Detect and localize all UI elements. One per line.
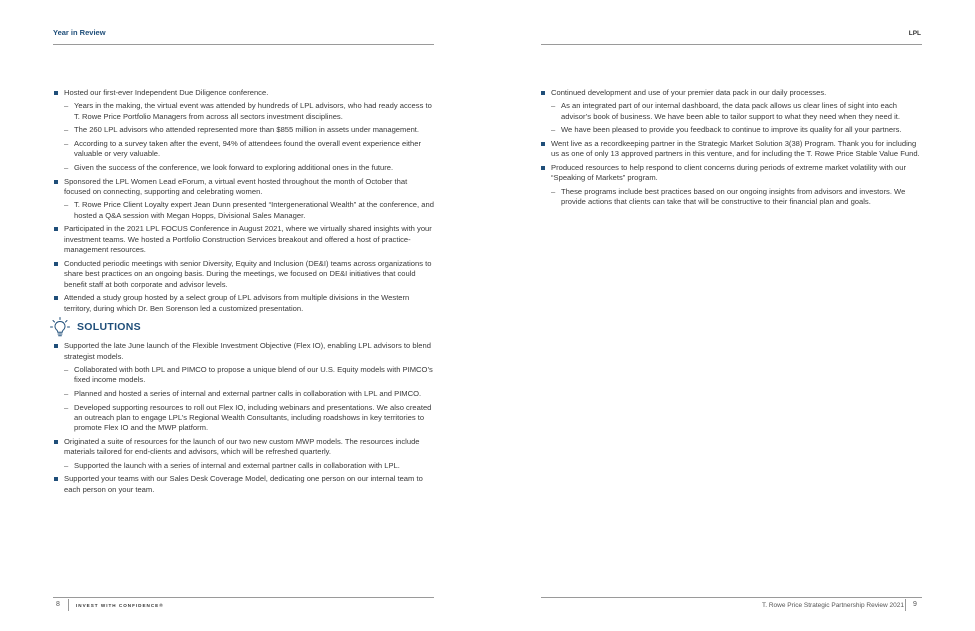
- bullet-text: Hosted our first-ever Independent Due Diligence conference.: [64, 88, 269, 97]
- page-number: 9: [913, 601, 917, 608]
- list-item: Supported your teams with our Sales Desk Coverage Model, dedicating one person on our internal team to each person on your team.: [54, 474, 434, 495]
- footer-divider: [905, 599, 906, 611]
- list-item: Conducted periodic meetings with senior Diversity, Equity and Inclusion (DE&I) teams across organizations to share best practices on an ongoing basis. During the meetings, we focused on DE&I initiatives that could benefit staff at both corporate and advisor levels.: [54, 259, 434, 290]
- solutions-heading: [54, 317, 434, 337]
- list-item: [54, 88, 434, 173]
- list-item: [54, 437, 434, 471]
- sub-item: – Years in the making, the virtual event was attended by hundreds of LPL advisors, who had ready access to T. Rowe Price Portfolio Managers from across all sectors investment disciplines.: [64, 101, 434, 122]
- sub-item: – According to a survey taken after the event, 94% of attendees found the overall event experience either valuable or very valuable.: [64, 139, 434, 160]
- sub-item: – The 260 LPL advisors who attended represented more than $855 million in assets under management.: [64, 125, 434, 135]
- right-list: [541, 88, 921, 208]
- sub-item: – Developed supporting resources to roll out Flex IO, including webinars and presentations. We also created an outreach plan to engage LPL’s Regional Wealth Consultants, including roadshows in key territories to promote Flex IO and the MWP platform.: [64, 403, 434, 434]
- page-number: 8: [56, 601, 60, 608]
- left-page: [0, 0, 487, 631]
- solutions-list: [54, 341, 434, 495]
- sub-item: – As an integrated part of our internal dashboard, the data pack allows us clear lines of sight into each advisor’s book of business. We have been able to tailor support to what they need when they need it.: [551, 101, 921, 122]
- footer-divider: [68, 599, 69, 611]
- sub-item: – Collaborated with both LPL and PIMCO to propose a unique blend of our U.S. Equity models with PIMCO’s fixed income models.: [64, 365, 434, 386]
- sub-item: – T. Rowe Price Client Loyalty expert Jean Dunn presented “Intergenerational Wealth” at the conference, and hosted a Q&A session with Megan Hopps, Divisional Sales Manager.: [64, 200, 434, 221]
- lightbulb-icon: [50, 317, 70, 337]
- year-in-review-list: [54, 88, 434, 314]
- footer-tagline: INVEST WITH CONFIDENCE®: [76, 603, 164, 608]
- sub-item: – Given the success of the conference, we look forward to exploring additional ones in the future.: [64, 163, 434, 173]
- footer-rule: [53, 597, 434, 598]
- right-content: [541, 88, 921, 211]
- header-rule: [53, 44, 434, 45]
- sub-item: – We have been pleased to provide you feedback to continue to improve its quality for all your partners.: [551, 125, 921, 135]
- section-title: Year in Review: [53, 28, 106, 37]
- left-content: [54, 88, 434, 498]
- list-item: Attended a study group hosted by a select group of LPL advisors from multiple divisions in the Western territory, during which Dr. Ben Sorenson led a customized presentation.: [54, 293, 434, 314]
- header-label: LPL: [908, 30, 921, 37]
- list-item: [54, 177, 434, 222]
- solutions-title: SOLUTIONS: [77, 321, 141, 334]
- right-page: [487, 0, 975, 631]
- sub-item: – Supported the launch with a series of internal and external partner calls in collaboration with LPL.: [64, 461, 434, 471]
- bullet-text: Produced resources to help respond to client concerns during periods of extreme market volatility with our “Speaking of Markets” program.: [551, 163, 906, 183]
- header-rule: [541, 44, 922, 45]
- sub-item: – Planned and hosted a series of internal and external partner calls in collaboration with LPL and PIMCO.: [64, 389, 434, 399]
- list-item: [541, 163, 921, 208]
- list-item: Participated in the 2021 LPL FOCUS Conference in August 2021, where we virtually shared insights with your investment teams. We hosted a Portfolio Construction Services breakout and offered a host of practice-management resources.: [54, 224, 434, 255]
- footer-rule: [541, 597, 922, 598]
- bullet-text: Continued development and use of your premier data pack in our daily processes.: [551, 88, 827, 97]
- bullet-text: Originated a suite of resources for the launch of our two new custom MWP models. The resources include materials tailored for end-clients and advisors, which will be refreshed quarterly.: [64, 437, 420, 457]
- list-item: [541, 88, 921, 136]
- list-item: [54, 341, 434, 434]
- footer-publication-title: T. Rowe Price Strategic Partnership Review 2021: [762, 602, 904, 609]
- list-item: Went live as a recordkeeping partner in the Strategic Market Solution 3(38) Program. Thank you for including us as one of only 13 approved partners in this venture, and for including the T. Rowe Price Stable Value Fund.: [541, 139, 921, 160]
- sub-item: – These programs include best practices based on our ongoing insights from advisors and investors. We provide actions that clients can take that will be constructive to their financial plan and goals.: [551, 187, 921, 208]
- bullet-text: Sponsored the LPL Women Lead eForum, a virtual event hosted throughout the month of October that focused on connecting, supporting and celebrating women.: [64, 176, 408, 196]
- bullet-text: Supported the late June launch of the Flexible Investment Objective (Flex IO), enabling LPL advisors to blend strategist models.: [64, 341, 431, 361]
